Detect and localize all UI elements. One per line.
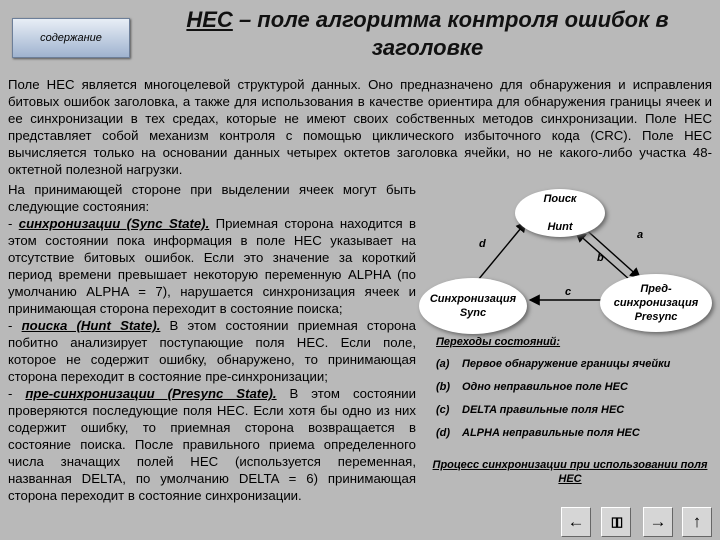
legend-item-d	[436, 426, 716, 440]
intro-paragraph: Поле НЕС является многоцелевой структурой данных. Оно предназначено для обнаружения и исправления битовых ошибок заголовка, а также для использования в качестве ориентира для обнаружения границы ячеек и ее синхронизации в тех средах, которые не имеют своих собственных методов синхронизации. Поле НЕС представляет собой механизм контроля с помощью циклического избыточного кода (CRC). Поле НЕС вычисляется только на основании данных четырех октетов заголовка ячейки, но не какого-либо участка 48-октетной полезной нагрузки.	[8, 77, 712, 177]
legend-item-a	[436, 357, 716, 371]
book-button[interactable]	[601, 507, 631, 537]
legend-item-b	[436, 380, 716, 394]
legend-text: Первое обнаружение границы ячейки	[462, 358, 671, 370]
up-arrow-button[interactable]	[682, 507, 712, 537]
sync-node-name: Синхронизация	[429, 293, 517, 305]
transitions-legend	[436, 335, 716, 449]
legend-key: (d)	[436, 427, 451, 439]
right-arrow-icon: →	[649, 512, 667, 531]
hunt-node-name: Поиск	[543, 193, 577, 205]
transition-label-d: d	[479, 238, 486, 250]
state-presync-prefix: -	[8, 386, 26, 401]
presync-node-name2: синхронизация	[613, 297, 699, 309]
transition-label-b: b	[597, 252, 604, 264]
hunt-node-sub: Hunt	[547, 221, 573, 233]
toc-label: содержание	[40, 32, 102, 44]
legend-key: (c)	[436, 404, 450, 416]
state-hunt-paragraph	[8, 317, 416, 385]
legend-text: DELTA правильные поля HEC	[462, 404, 625, 416]
presync-node-sub: Presync	[634, 311, 678, 323]
legend-text: Одно неправильное поле HEC	[462, 381, 628, 393]
state-sync-prefix: -	[8, 216, 19, 231]
up-arrow-icon: ↑	[692, 512, 702, 531]
presync-node-name: Пред-	[640, 283, 672, 295]
state-node-hunt	[515, 189, 605, 237]
prev-arrow-button[interactable]	[561, 507, 591, 537]
legend-key: (a)	[436, 358, 450, 370]
title-line2: заголовке	[371, 35, 484, 60]
transition-label-c: c	[565, 286, 572, 298]
title-line1: – поле алгоритма контроля ошибок в	[232, 7, 669, 32]
toc-button[interactable]	[12, 18, 130, 58]
legend-title: Переходы состояний:	[436, 336, 561, 348]
next-arrow-button[interactable]	[643, 507, 673, 537]
arrow-d	[478, 222, 526, 280]
state-node-presync	[600, 274, 712, 332]
state-hunt-text: В этом состоянии приемная сторона побитно анализирует поступающие поля НЕС. Если поле, которое не содержит ошибку, обнаружено, то принимающая сторона переходит в состояние пре-синхронизации;	[8, 318, 416, 384]
legend-key: (b)	[436, 381, 451, 393]
states-intro: На принимающей стороне при выделении ячеек могут быть следующие состояния:	[8, 182, 416, 214]
book-icon: ▯▯	[610, 514, 622, 529]
caption-text: Процесс синхронизации при использовании поля HEC	[432, 459, 708, 485]
diagram-caption	[428, 458, 712, 486]
state-presync-text: В этом состоянии проверяются последующие поля НЕС. Если хотя бы одно из них содержит ошибку, то приемная сторона возвращается в состояние поиска. После правильного приема определенного числа значащих полей НЕС (используется переменная, названная DELTA, по умолчанию DELTA = 6) принимающая сторона переходит в состояние синхронизации.	[8, 386, 416, 503]
state-hunt-prefix: -	[8, 318, 22, 333]
state-sync-label: синхронизации (Sync State).	[18, 216, 210, 231]
states-text	[8, 181, 416, 504]
legend-item-c	[436, 403, 716, 417]
title-keyword: HEC	[186, 7, 233, 32]
state-presync-label: пре-синхронизации (Presync State).	[25, 386, 277, 401]
state-node-sync	[419, 278, 527, 334]
state-hunt-label: поиска (Hunt State).	[21, 318, 161, 333]
transition-label-a: a	[637, 229, 644, 241]
arrow-a	[582, 226, 640, 278]
sync-node-sub: Sync	[459, 307, 487, 319]
legend-text: ALPHA неправильные поля HEC	[462, 427, 640, 439]
left-arrow-icon: ←	[567, 512, 585, 531]
state-sync-paragraph	[8, 215, 416, 317]
page-title	[140, 6, 715, 62]
state-presync-paragraph	[8, 385, 416, 504]
state-sync-text: Приемная сторона находится в этом состоянии пока информация в поле НЕС указывает на отсутствие битовых ошибок. Если это значение за короткий период времени превышает некоторую переменную ALPHA (по умолчанию ALPHA = 7), нарушается синхронизация ячеек и принимающая сторона переходит в состояние поиска;	[8, 216, 416, 316]
